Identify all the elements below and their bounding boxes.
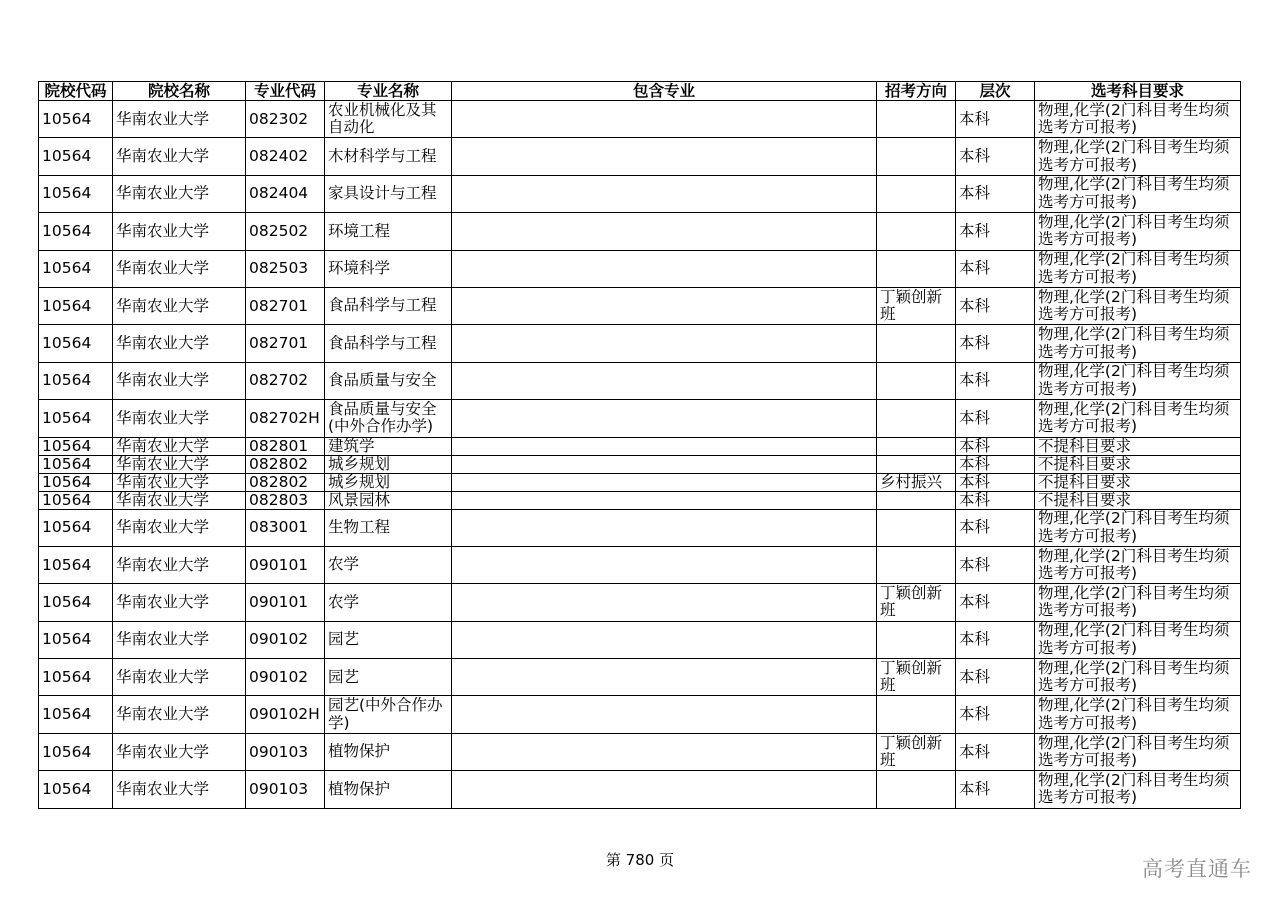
cell-major-code: 082502 — [246, 213, 325, 250]
cell-direction — [877, 696, 956, 733]
cell-direction — [877, 250, 956, 287]
cell-school-code: 10564 — [39, 473, 113, 491]
cell-major-name: 食品科学与工程 — [325, 325, 452, 362]
cell-school-name: 华南农业大学 — [113, 584, 246, 621]
cell-major-code: 082701 — [246, 325, 325, 362]
cell-level: 本科 — [956, 621, 1035, 658]
cell-school-code: 10564 — [39, 250, 113, 287]
cell-included-majors — [452, 491, 877, 509]
cell-major-code: 082404 — [246, 175, 325, 212]
cell-included-majors — [452, 213, 877, 250]
cell-school-code: 10564 — [39, 509, 113, 546]
header-major-name: 专业名称 — [325, 82, 452, 101]
table-row — [39, 362, 1241, 399]
cell-major-code: 090102H — [246, 696, 325, 733]
cell-school-code: 10564 — [39, 621, 113, 658]
cell-included-majors — [452, 696, 877, 733]
cell-included-majors — [452, 175, 877, 212]
cell-school-code: 10564 — [39, 437, 113, 455]
cell-school-name: 华南农业大学 — [113, 325, 246, 362]
cell-included-majors — [452, 287, 877, 324]
cell-school-code: 10564 — [39, 491, 113, 509]
cell-major-name: 园艺 — [325, 659, 452, 696]
cell-subject-requirement: 物理,化学(2门科目考生均须选考方可报考) — [1035, 175, 1241, 212]
cell-major-name: 食品质量与安全(中外合作办学) — [325, 400, 452, 437]
cell-level: 本科 — [956, 175, 1035, 212]
cell-direction: 丁颖创新班 — [877, 659, 956, 696]
cell-included-majors — [452, 584, 877, 621]
cell-direction: 丁颖创新班 — [877, 584, 956, 621]
cell-school-code: 10564 — [39, 400, 113, 437]
table-row — [39, 696, 1241, 733]
cell-major-code: 082503 — [246, 250, 325, 287]
cell-included-majors — [452, 621, 877, 658]
table-row — [39, 455, 1241, 473]
cell-major-name: 城乡规划 — [325, 473, 452, 491]
cell-subject-requirement: 物理,化学(2门科目考生均须选考方可报考) — [1035, 213, 1241, 250]
watermark-logo-text: 高考直通车 — [1142, 857, 1252, 881]
cell-level: 本科 — [956, 546, 1035, 583]
cell-school-name: 华南农业大学 — [113, 509, 246, 546]
cell-subject-requirement: 物理,化学(2门科目考生均须选考方可报考) — [1035, 400, 1241, 437]
cell-major-code: 082302 — [246, 101, 325, 138]
cell-major-name: 环境工程 — [325, 213, 452, 250]
cell-level: 本科 — [956, 509, 1035, 546]
cell-major-code: 082801 — [246, 437, 325, 455]
cell-level: 本科 — [956, 213, 1035, 250]
cell-included-majors — [452, 437, 877, 455]
cell-level: 本科 — [956, 138, 1035, 175]
cell-subject-requirement: 物理,化学(2门科目考生均须选考方可报考) — [1035, 659, 1241, 696]
cell-major-name: 建筑学 — [325, 437, 452, 455]
cell-school-code: 10564 — [39, 455, 113, 473]
cell-school-code: 10564 — [39, 101, 113, 138]
table-row — [39, 584, 1241, 621]
cell-major-name: 园艺 — [325, 621, 452, 658]
cell-included-majors — [452, 362, 877, 399]
header-major-code: 专业代码 — [246, 82, 325, 101]
cell-level: 本科 — [956, 250, 1035, 287]
header-row — [39, 82, 1241, 101]
cell-direction — [877, 362, 956, 399]
cell-major-code: 082701 — [246, 287, 325, 324]
cell-direction — [877, 621, 956, 658]
cell-subject-requirement: 不提科目要求 — [1035, 455, 1241, 473]
cell-school-name: 华南农业大学 — [113, 771, 246, 808]
cell-direction — [877, 175, 956, 212]
cell-major-code: 082802 — [246, 473, 325, 491]
cell-level: 本科 — [956, 584, 1035, 621]
cell-major-name: 家具设计与工程 — [325, 175, 452, 212]
header-school-name: 院校名称 — [113, 82, 246, 101]
cell-major-code: 090103 — [246, 733, 325, 770]
cell-major-code: 090102 — [246, 621, 325, 658]
cell-level: 本科 — [956, 362, 1035, 399]
cell-included-majors — [452, 473, 877, 491]
cell-subject-requirement: 物理,化学(2门科目考生均须选考方可报考) — [1035, 771, 1241, 808]
cell-subject-requirement: 物理,化学(2门科目考生均须选考方可报考) — [1035, 621, 1241, 658]
cell-major-name: 农业机械化及其自动化 — [325, 101, 452, 138]
cell-major-name: 植物保护 — [325, 733, 452, 770]
cell-subject-requirement: 不提科目要求 — [1035, 473, 1241, 491]
cell-included-majors — [452, 250, 877, 287]
cell-included-majors — [452, 325, 877, 362]
header-school-code: 院校代码 — [39, 82, 113, 101]
cell-included-majors — [452, 546, 877, 583]
cell-school-name: 华南农业大学 — [113, 250, 246, 287]
cell-direction — [877, 437, 956, 455]
cell-school-name: 华南农业大学 — [113, 101, 246, 138]
table-row — [39, 491, 1241, 509]
cell-major-code: 082702 — [246, 362, 325, 399]
cell-major-code: 090101 — [246, 546, 325, 583]
cell-school-name: 华南农业大学 — [113, 213, 246, 250]
table-row — [39, 101, 1241, 138]
cell-level: 本科 — [956, 400, 1035, 437]
table-row — [39, 325, 1241, 362]
cell-direction — [877, 509, 956, 546]
cell-level: 本科 — [956, 491, 1035, 509]
cell-level: 本科 — [956, 287, 1035, 324]
cell-school-code: 10564 — [39, 287, 113, 324]
cell-included-majors — [452, 101, 877, 138]
cell-major-code: 090102 — [246, 659, 325, 696]
table-row — [39, 175, 1241, 212]
header-included-majors: 包含专业 — [452, 82, 877, 101]
table-row — [39, 659, 1241, 696]
cell-level: 本科 — [956, 455, 1035, 473]
cell-school-code: 10564 — [39, 771, 113, 808]
cell-subject-requirement: 物理,化学(2门科目考生均须选考方可报考) — [1035, 509, 1241, 546]
cell-school-code: 10564 — [39, 546, 113, 583]
table-row — [39, 287, 1241, 324]
cell-major-name: 食品科学与工程 — [325, 287, 452, 324]
cell-school-name: 华南农业大学 — [113, 437, 246, 455]
table-row — [39, 733, 1241, 770]
cell-major-code: 082402 — [246, 138, 325, 175]
cell-included-majors — [452, 771, 877, 808]
cell-major-code: 082802 — [246, 455, 325, 473]
cell-direction — [877, 400, 956, 437]
table-row — [39, 621, 1241, 658]
cell-major-code: 082702H — [246, 400, 325, 437]
cell-major-code: 090103 — [246, 771, 325, 808]
cell-school-name: 华南农业大学 — [113, 362, 246, 399]
cell-included-majors — [452, 400, 877, 437]
cell-school-name: 华南农业大学 — [113, 733, 246, 770]
table-row — [39, 509, 1241, 546]
cell-major-code: 082803 — [246, 491, 325, 509]
cell-major-name: 生物工程 — [325, 509, 452, 546]
cell-school-name: 华南农业大学 — [113, 473, 246, 491]
cell-subject-requirement: 不提科目要求 — [1035, 437, 1241, 455]
page-number: 第 780 页 — [605, 851, 675, 869]
cell-subject-requirement: 物理,化学(2门科目考生均须选考方可报考) — [1035, 325, 1241, 362]
cell-school-name: 华南农业大学 — [113, 659, 246, 696]
header-level: 层次 — [956, 82, 1035, 101]
cell-subject-requirement: 物理,化学(2门科目考生均须选考方可报考) — [1035, 696, 1241, 733]
cell-direction — [877, 325, 956, 362]
cell-major-name: 城乡规划 — [325, 455, 452, 473]
cell-included-majors — [452, 659, 877, 696]
cell-direction — [877, 213, 956, 250]
cell-school-name: 华南农业大学 — [113, 491, 246, 509]
cell-major-name: 园艺(中外合作办学) — [325, 696, 452, 733]
admission-table — [38, 81, 1241, 809]
cell-subject-requirement: 物理,化学(2门科目考生均须选考方可报考) — [1035, 138, 1241, 175]
cell-direction — [877, 455, 956, 473]
cell-subject-requirement: 物理,化学(2门科目考生均须选考方可报考) — [1035, 546, 1241, 583]
cell-school-code: 10564 — [39, 325, 113, 362]
table-row — [39, 437, 1241, 455]
header-direction: 招考方向 — [877, 82, 956, 101]
cell-subject-requirement: 物理,化学(2门科目考生均须选考方可报考) — [1035, 584, 1241, 621]
table-row — [39, 400, 1241, 437]
table-row — [39, 250, 1241, 287]
cell-major-code: 083001 — [246, 509, 325, 546]
cell-level: 本科 — [956, 473, 1035, 491]
cell-level: 本科 — [956, 437, 1035, 455]
cell-level: 本科 — [956, 101, 1035, 138]
cell-subject-requirement: 物理,化学(2门科目考生均须选考方可报考) — [1035, 362, 1241, 399]
cell-direction: 乡村振兴 — [877, 473, 956, 491]
cell-included-majors — [452, 733, 877, 770]
cell-school-name: 华南农业大学 — [113, 546, 246, 583]
cell-subject-requirement: 物理,化学(2门科目考生均须选考方可报考) — [1035, 250, 1241, 287]
cell-direction: 丁颖创新班 — [877, 287, 956, 324]
cell-subject-requirement: 物理,化学(2门科目考生均须选考方可报考) — [1035, 287, 1241, 324]
cell-direction — [877, 101, 956, 138]
cell-direction — [877, 546, 956, 583]
cell-major-name: 木材科学与工程 — [325, 138, 452, 175]
cell-major-code: 090101 — [246, 584, 325, 621]
cell-school-code: 10564 — [39, 696, 113, 733]
cell-level: 本科 — [956, 659, 1035, 696]
cell-school-name: 华南农业大学 — [113, 696, 246, 733]
cell-major-name: 农学 — [325, 584, 452, 621]
cell-level: 本科 — [956, 771, 1035, 808]
cell-school-code: 10564 — [39, 175, 113, 212]
cell-included-majors — [452, 138, 877, 175]
cell-direction — [877, 771, 956, 808]
cell-school-code: 10564 — [39, 213, 113, 250]
cell-school-code: 10564 — [39, 659, 113, 696]
cell-school-name: 华南农业大学 — [113, 455, 246, 473]
cell-level: 本科 — [956, 733, 1035, 770]
table-row — [39, 546, 1241, 583]
cell-school-name: 华南农业大学 — [113, 287, 246, 324]
table-row — [39, 473, 1241, 491]
cell-subject-requirement: 物理,化学(2门科目考生均须选考方可报考) — [1035, 101, 1241, 138]
cell-school-name: 华南农业大学 — [113, 138, 246, 175]
cell-major-name: 环境科学 — [325, 250, 452, 287]
header-subject-requirement: 选考科目要求 — [1035, 82, 1241, 101]
cell-direction — [877, 491, 956, 509]
cell-school-name: 华南农业大学 — [113, 175, 246, 212]
cell-school-code: 10564 — [39, 584, 113, 621]
cell-school-name: 华南农业大学 — [113, 400, 246, 437]
cell-direction — [877, 138, 956, 175]
cell-major-name: 风景园林 — [325, 491, 452, 509]
cell-included-majors — [452, 509, 877, 546]
table-row — [39, 771, 1241, 808]
cell-school-name: 华南农业大学 — [113, 621, 246, 658]
table-body — [39, 101, 1241, 809]
cell-subject-requirement: 不提科目要求 — [1035, 491, 1241, 509]
cell-school-code: 10564 — [39, 733, 113, 770]
cell-included-majors — [452, 455, 877, 473]
cell-level: 本科 — [956, 696, 1035, 733]
cell-school-code: 10564 — [39, 138, 113, 175]
cell-level: 本科 — [956, 325, 1035, 362]
cell-major-name: 食品质量与安全 — [325, 362, 452, 399]
table-row — [39, 138, 1241, 175]
cell-subject-requirement: 物理,化学(2门科目考生均须选考方可报考) — [1035, 733, 1241, 770]
cell-major-name: 农学 — [325, 546, 452, 583]
table-row — [39, 213, 1241, 250]
cell-major-name: 植物保护 — [325, 771, 452, 808]
cell-school-code: 10564 — [39, 362, 113, 399]
cell-direction: 丁颖创新班 — [877, 733, 956, 770]
